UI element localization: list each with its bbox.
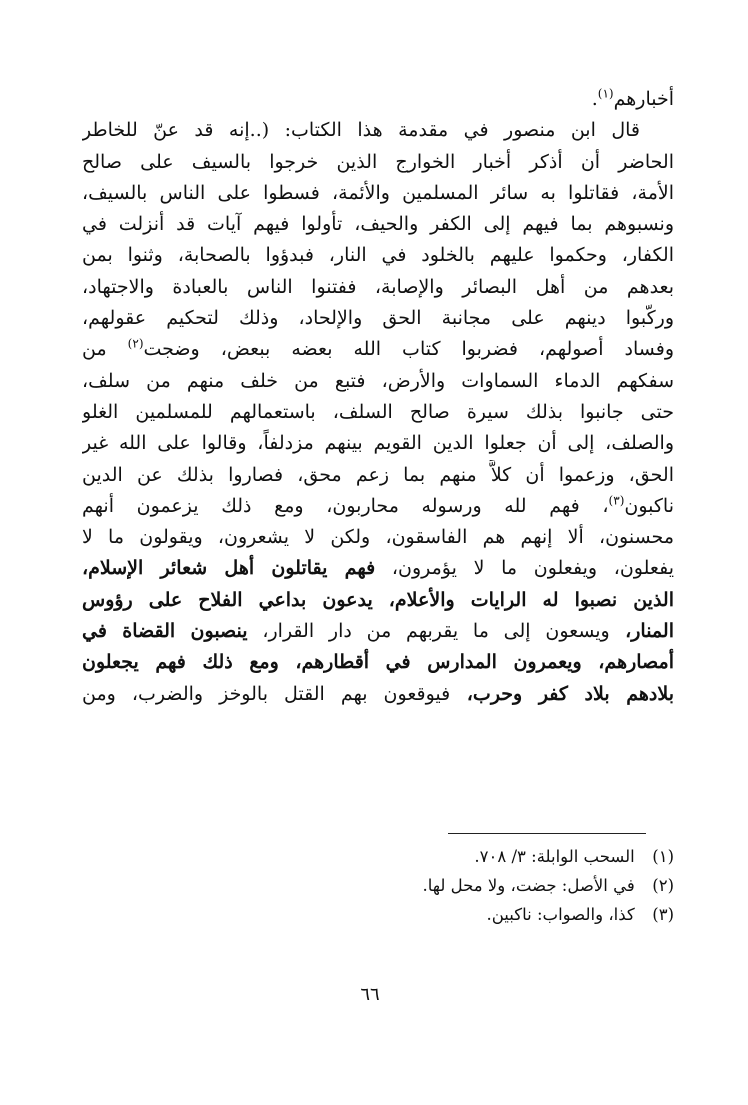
text-line: [82, 522, 674, 553]
text-segment: والصلف، إلى أن جعلوا الدين القويم بينهم مزدلفاً، وقالوا على الله غير: [82, 432, 674, 455]
text-segment: من: [82, 338, 128, 361]
text-line: [82, 553, 674, 584]
text-line: [82, 366, 674, 397]
text-segment: الكفار، وحكموا عليهم بالخلود في النار، فبدؤوا بالصحابة، وثنوا بمن: [82, 244, 674, 267]
footnote-text: كذا، والصواب: ناكبين.: [486, 905, 635, 924]
text-line: [82, 647, 674, 678]
text-segment: سفكهم الدماء السماوات والأرض، فتبع من خلف منهم من سلف،: [82, 369, 674, 392]
text-segment: .: [591, 88, 598, 110]
footnote-marker: (٣): [608, 493, 625, 508]
text-line: [82, 209, 674, 240]
text-segment: الحق، وزعموا أن كلاًّ منهم بما زعم محق، فصاروا بذلك عن الدين: [82, 463, 674, 486]
text-line: [82, 460, 674, 491]
bold-text: الذين نصبوا له الرايات والأعلام، يدعون بداعي الفلاح على رؤوس: [82, 588, 674, 611]
text-segment: فيوقعون بهم القتل بالوخز والضرب، ومن: [82, 682, 451, 705]
text-line: [82, 178, 674, 209]
bold-text: ينصبون القضاة في: [82, 620, 248, 643]
text-line: [82, 428, 674, 459]
footnote-text: السحب الوابلة: ٣/ ٧٠٨.: [474, 847, 635, 866]
footnote-separator: [448, 833, 646, 834]
text-line: [82, 303, 674, 334]
bold-text: فهم يقاتلون أهل شعائر الإسلام،: [82, 557, 376, 580]
text-segment: حتى جانبوا بذلك سيرة صالح السلف، باستعمالهم للمسلمين الغلو: [82, 400, 674, 423]
page-number: ٦٦: [360, 984, 380, 1005]
text-segment: وفساد أصولهم، فضربوا كتاب الله بعضه ببعض، وضجت: [143, 338, 674, 361]
footnote-2: [160, 871, 674, 900]
footnote-text: في الأصل: جضت، ولا محل لها.: [422, 876, 635, 895]
text-line: [82, 491, 674, 522]
footnote-3: [160, 900, 674, 929]
text-segment: بعدهم من أهل البصائر والإصابة، ففتنوا الناس بالعبادة والاجتهاد،: [82, 275, 674, 298]
footnote-number: (٣): [652, 905, 674, 924]
footnote-number: (٢): [652, 876, 674, 895]
text-segment: الحاضر أن أذكر أخبار الخوارج الذين خرجوا بالسيف على صالح: [82, 150, 674, 173]
footnotes: [160, 842, 674, 929]
text-segment: يفعلون، ويفعلون ما لا يؤمرون،: [375, 557, 674, 580]
main-text-block: [82, 84, 674, 710]
footnote-number: (١): [652, 847, 674, 866]
footnote-marker: (٢): [127, 337, 144, 352]
text-segment: الأمة، فقاتلوا به سائر المسلمين والأئمة، فسطوا على الناس بالسيف،: [82, 181, 674, 204]
text-line: [82, 147, 674, 178]
text-segment: أخبارهم: [613, 88, 674, 110]
text-segment: ويسعون إلى ما يقربهم من دار القرار،: [247, 620, 610, 643]
text-segment: ناكبون: [624, 494, 674, 517]
text-line: [82, 397, 674, 428]
text-segment: محسنون، ألا إنهم هم الفاسقون، ولكن لا يشعرون، ويقولون ما لا: [82, 526, 674, 549]
text-line: [82, 272, 674, 303]
bold-text: المنار،: [609, 620, 674, 643]
text-line: [82, 115, 674, 146]
footnote-1: [160, 842, 674, 871]
bold-text: بلادهم بلاد كفر وحرب،: [450, 682, 674, 705]
text-line: [82, 679, 674, 710]
text-line: [82, 240, 674, 271]
text-segment: قال ابن منصور في مقدمة هذا الكتاب: (..إنه قد عنّ للخاطر: [82, 119, 640, 142]
bold-text: أمصارهم، ويعمرون المدارس في أقطارهم، ومع ذلك فهم يجعلون: [82, 651, 674, 674]
text-line: [82, 585, 674, 616]
text-segment: ، فهم لله ورسوله محاربون، ومع ذلك يزعمون أنهم: [82, 494, 609, 517]
text-segment: وركّبوا دينهم على مجانبة الحق والإلحاد، وذلك لتحكيم عقولهم،: [82, 307, 674, 330]
footnote-marker: (١): [597, 86, 614, 101]
text-line: [82, 334, 674, 365]
text-line: [82, 84, 674, 115]
text-line: [82, 616, 674, 647]
text-segment: ونسبوهم بما فيهم إلى الكفر والحيف، تأولوا فيهم آيات قد أنزلت في: [82, 213, 674, 236]
